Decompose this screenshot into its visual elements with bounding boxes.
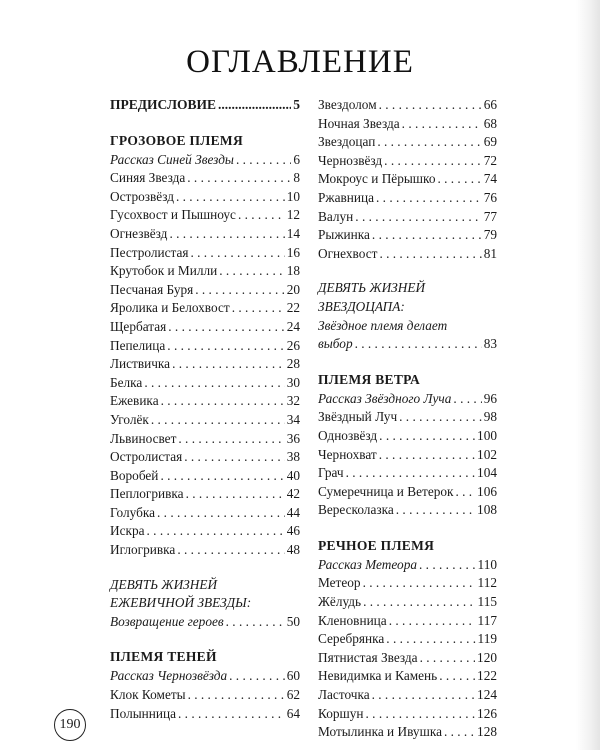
toc-entry[interactable]: [318, 245, 497, 264]
leader-dots: [386, 630, 475, 649]
section-heading-thunderclan: ГРОЗОВОЕ ПЛЕМЯ: [110, 132, 244, 148]
toc-entry-page: 64: [286, 705, 300, 721]
toc-entry[interactable]: [110, 467, 300, 486]
toc-entry-page: 60: [286, 668, 300, 684]
toc-entry-page: 69: [483, 134, 497, 150]
toc-entry-title: Валун: [318, 208, 354, 224]
leader-dots: [355, 208, 481, 227]
toc-entry-page: 98: [483, 409, 497, 425]
toc-entry-title: Ласточка: [318, 687, 370, 703]
toc-entry-page: 74: [483, 171, 497, 187]
shadowclan-entries: [110, 667, 300, 723]
toc-entry-title: Звёздный Луч: [318, 409, 398, 425]
toc-entry[interactable]: [318, 574, 497, 593]
leader-dots: [147, 522, 285, 541]
toc-entry-title: Рассказ Чернозвёзда: [110, 668, 228, 684]
toc-entry[interactable]: [318, 408, 497, 427]
toc-entry[interactable]: [110, 392, 300, 411]
toc-entry-title: Синяя Звезда: [110, 170, 186, 186]
toc-entry[interactable]: [110, 206, 300, 225]
leader-dots: [346, 464, 475, 483]
toc-entry-title: Звездолом: [318, 97, 377, 112]
toc-entry-title: Пепелица: [110, 337, 166, 353]
toc-entry-title: Невидимка и Камень: [318, 668, 438, 684]
leader-dots: [376, 189, 482, 208]
toc-entry-title: Мокроус и Пёрышко: [318, 171, 436, 187]
toc-entry-title: Рассказ Метеора: [318, 556, 418, 572]
toc-entry[interactable]: [110, 262, 300, 281]
toc-entry-page: 124: [477, 687, 497, 703]
toc-entry[interactable]: [318, 649, 497, 668]
toc-entry[interactable]: [110, 541, 300, 560]
leader-dots: [219, 262, 284, 281]
leader-dots: [420, 649, 475, 668]
toc-entry-page: 102: [477, 446, 497, 462]
toc-entry[interactable]: [318, 686, 497, 705]
toc-entry[interactable]: [110, 430, 300, 449]
toc-entry-page: 12: [286, 207, 300, 223]
toc-entry-title: Острозвёзд: [110, 188, 174, 204]
toc-entry-page: 68: [483, 115, 497, 131]
toc-entry-title: Песчаная Буря: [110, 281, 194, 297]
toc-entry-page: 42: [286, 486, 300, 502]
leader-dots: [169, 225, 284, 244]
leader-dots: [177, 541, 284, 560]
toc-entry[interactable]: [318, 226, 497, 245]
toc-entry[interactable]: [318, 723, 497, 742]
toc-entry-page: 20: [286, 281, 300, 297]
toc-entry[interactable]: [110, 244, 300, 263]
toc-entry-page: 119: [477, 631, 497, 647]
toc-entry-page: 120: [477, 649, 497, 665]
section-heading-tigerstar-line2: ЗВЕЗДОЦАПА:: [318, 298, 405, 314]
toc-entry[interactable]: [110, 504, 300, 523]
leader-dots: [168, 318, 284, 337]
toc-entry[interactable]: [318, 612, 497, 631]
toc-entry-page: 106: [477, 483, 497, 499]
leader-dots: [184, 448, 284, 467]
toc-entry-title: Серебрянка: [318, 631, 385, 647]
leader-dots: [186, 485, 285, 504]
toc-entry-page: 16: [286, 244, 300, 260]
leader-dots: [229, 667, 285, 686]
leader-dots: [226, 613, 285, 632]
toc-entry-title: Огнезвёзд: [110, 225, 168, 241]
toc-entry[interactable]: [110, 169, 300, 188]
leader-dots: [437, 170, 481, 189]
toc-entry-title: Сумеречница и Ветерок: [318, 483, 454, 499]
toc-entry[interactable]: [110, 411, 300, 430]
toc-entry[interactable]: [318, 501, 497, 520]
toc-entry-page: 104: [477, 465, 497, 481]
leader-dots: [236, 151, 291, 170]
riverclan-entries: [318, 556, 497, 742]
leader-dots: [160, 467, 284, 486]
leader-dots: [399, 408, 482, 427]
toc-entry-page: 126: [477, 705, 497, 721]
leader-dots: [444, 723, 475, 742]
section-heading-bramblestar-line1: ДЕВЯТЬ ЖИЗНЕЙ: [110, 576, 218, 592]
toc-entry-title: Крутобок и Милли: [110, 263, 218, 279]
toc-entry[interactable]: [110, 686, 300, 705]
toc-entry-page: 18: [286, 263, 300, 279]
toc-entry-page: 30: [286, 374, 300, 390]
toc-entry[interactable]: [318, 464, 497, 483]
toc-entry[interactable]: [318, 483, 497, 502]
section-heading-tigerstar-line1: ДЕВЯТЬ ЖИЗНЕЙ: [318, 280, 426, 296]
toc-entry[interactable]: [318, 705, 497, 724]
leader-dots: [456, 483, 476, 502]
leader-dots: [195, 281, 284, 300]
toc-entry-title: Коршун: [318, 705, 364, 721]
leader-dots: [188, 686, 285, 705]
toc-entry-title: Чернозвёзд: [318, 152, 383, 168]
toc-entry-page: 28: [286, 356, 300, 372]
toc-entry[interactable]: [110, 151, 300, 170]
leader-dots: [379, 96, 482, 115]
toc-entry-title: Рассказ Синей Звезды: [110, 151, 234, 167]
toc-entry[interactable]: [110, 448, 300, 467]
leader-dots: [389, 612, 476, 631]
toc-entry[interactable]: [318, 630, 497, 649]
leader-dots: [363, 593, 475, 612]
leader-dots: [439, 667, 475, 686]
toc-entry-page: 96: [483, 390, 497, 406]
toc-entry-title: Звездоцап: [318, 134, 376, 150]
toc-entry-title: Чернохват: [318, 446, 377, 462]
toc-entry[interactable]: Возвращение героев . . . 50: [110, 613, 300, 632]
leader-dots: [366, 705, 476, 724]
toc-entry-title: Белка: [110, 374, 143, 390]
toc-right-column: [318, 96, 497, 742]
toc-entry-title: Голубка: [110, 504, 156, 520]
toc-entry-title: Кленовница: [318, 612, 387, 628]
toc-entry[interactable]: [110, 337, 300, 356]
toc-entry-title: Грач: [318, 465, 344, 481]
toc-entry-page: 44: [286, 504, 300, 520]
leader-dots: [161, 392, 285, 411]
toc-entry-page: 108: [477, 502, 497, 518]
toc-entry[interactable]: [110, 522, 300, 541]
toc-entry-page: 32: [286, 393, 300, 409]
toc-entry-title: Однозвёзд: [318, 427, 378, 443]
toc-entry[interactable]: [110, 225, 300, 244]
section-heading-shadowclan: ПЛЕМЯ ТЕНЕЙ: [110, 649, 217, 665]
toc-entry-title: Ржавница: [318, 189, 375, 205]
toc-entry[interactable]: [318, 427, 497, 446]
toc-entry-page: 79: [483, 227, 497, 243]
leader-dots: [238, 206, 285, 225]
toc-entry-page: 81: [483, 245, 497, 261]
leader-dots: [187, 169, 291, 188]
toc-entry-page: 14: [286, 225, 300, 241]
leader-dots: [384, 152, 482, 171]
leader-dots: [151, 411, 285, 430]
toc-entry-page: 115: [477, 594, 497, 610]
toc-entry-page: 46: [286, 523, 300, 539]
toc-entry-page: 36: [286, 430, 300, 446]
page-title: ОГЛАВЛЕНИЕ: [186, 44, 414, 80]
toc-entry-title: Ежевика: [110, 393, 159, 409]
toc-entry[interactable]: [318, 446, 497, 465]
toc-entry-preface[interactable]: ПРЕДИСЛОВИЕ ..... 5: [110, 96, 300, 115]
leader-dots: [396, 501, 475, 520]
toc-entry-title: Искра: [110, 523, 145, 539]
toc-entry[interactable]: [318, 556, 497, 575]
leader-dots: [372, 226, 482, 245]
toc-entry[interactable]: [110, 667, 300, 686]
toc-entry-title: Щербатая: [110, 318, 167, 334]
leader-dots: [172, 355, 285, 374]
toc-entry-page: 128: [477, 724, 497, 740]
toc-entry-page: 24: [286, 318, 300, 334]
toc-entry-page: 8: [293, 170, 300, 186]
toc-entry-page: 110: [477, 556, 497, 572]
toc-entry-title: Остролистая: [110, 449, 183, 465]
toc-entry-title: Клок Кометы: [110, 687, 186, 703]
leader-dots: [453, 390, 481, 409]
toc-entry[interactable]: выбор . . . 83: [318, 335, 497, 354]
toc-entry-page: 112: [477, 575, 497, 591]
toc-entry-page: 117: [477, 612, 497, 628]
toc-entry-page: 77: [483, 208, 497, 224]
toc-entry[interactable]: [318, 189, 497, 208]
toc-entry-page: 10: [286, 188, 300, 204]
leader-dots: [218, 96, 291, 115]
toc-entry[interactable]: [110, 188, 300, 207]
toc-entry-page: 26: [286, 337, 300, 353]
toc-entry-title: Воробей: [110, 467, 159, 483]
toc-entry[interactable]: [110, 705, 300, 724]
toc-entry-page: 40: [286, 467, 300, 483]
leader-dots: [167, 337, 284, 356]
toc-entry-title: Иглогривка: [110, 542, 176, 558]
leader-dots: [419, 556, 476, 575]
toc-entry-page: 66: [483, 97, 497, 112]
toc-entry-title: Яролика и Белохвост: [110, 300, 230, 316]
leader-dots: [176, 188, 285, 207]
toc-entry-page: 122: [477, 668, 497, 684]
toc-entry-title: Вересколазка: [318, 502, 394, 518]
toc-entry-page: 48: [286, 542, 300, 558]
toc-entry[interactable]: [110, 485, 300, 504]
toc-entry[interactable]: [110, 318, 300, 337]
toc-entry[interactable]: [110, 374, 300, 393]
section-heading-bramblestar-line2: ЕЖЕВИЧНОЙ ЗВЕЗДЫ:: [110, 595, 252, 611]
leader-dots: [232, 299, 285, 318]
toc-entry-title: Пятнистая Звезда: [318, 649, 418, 665]
leader-dots: [144, 374, 284, 393]
leader-dots: [190, 244, 284, 263]
windclan-entries: [318, 390, 497, 520]
section-heading-riverclan: РЕЧНОЕ ПЛЕМЯ: [318, 537, 435, 553]
toc-entry-title: Листвичка: [110, 356, 171, 372]
toc-entry[interactable]: [318, 593, 497, 612]
leader-dots: [178, 430, 284, 449]
leader-dots: [355, 335, 482, 354]
leader-dots: [379, 446, 475, 465]
toc-entry[interactable]: [318, 667, 497, 686]
toc-entry[interactable]: [110, 299, 300, 318]
toc-entry-page: 76: [483, 189, 497, 205]
leader-dots: [377, 133, 481, 152]
toc-entry-page: 22: [286, 300, 300, 316]
toc-entry-title: Уголёк: [110, 411, 149, 427]
shadowclan-entries-continued: [318, 96, 497, 263]
section-subtitle-tigerstar: Звёздное племя делает: [318, 317, 448, 333]
toc-entry[interactable]: [318, 96, 497, 115]
toc-entry-page: 34: [286, 411, 300, 427]
toc-entry[interactable]: [318, 152, 497, 171]
toc-entry-page: 100: [477, 427, 497, 443]
toc-entry[interactable]: [110, 355, 300, 374]
section-heading-windclan: ПЛЕМЯ ВЕТРА: [318, 371, 421, 387]
toc-left-column: [110, 96, 300, 723]
toc-entry-title: Полынница: [110, 705, 177, 721]
toc-entry-title: Гусохвост и Пышноус: [110, 207, 236, 223]
toc-entry[interactable]: [318, 390, 497, 409]
toc-entry-title: Огнехвост: [318, 245, 378, 261]
toc-entry[interactable]: [318, 208, 497, 227]
toc-entry-page: 72: [483, 152, 497, 168]
toc-entry-page: 38: [286, 449, 300, 465]
thunderclan-entries: [110, 151, 300, 560]
toc-entry-title: Пеплогривка: [110, 486, 184, 502]
toc-entry-title: Пестролистая: [110, 244, 189, 260]
toc-entry-title: Жёлудь: [318, 594, 362, 610]
leader-dots: [178, 705, 285, 724]
leader-dots: [402, 115, 482, 134]
toc-entry-title: Рыжинка: [318, 227, 370, 243]
toc-entry-title: Рассказ Звёздного Луча: [318, 390, 452, 406]
toc-entry[interactable]: [110, 281, 300, 300]
leader-dots: [157, 504, 285, 523]
toc-entry-page: 62: [286, 687, 300, 703]
leader-dots: [363, 574, 476, 593]
toc-entry[interactable]: [318, 170, 497, 189]
toc-entry[interactable]: [318, 115, 497, 134]
page-number-badge: 190: [54, 709, 86, 741]
toc-entry-title: Ночная Звезда: [318, 115, 400, 131]
toc-entry[interactable]: [318, 133, 497, 152]
toc-entry-title: Львиносвет: [110, 430, 177, 446]
toc-entry-page: 6: [293, 151, 300, 167]
page-edge-shadow: [576, 0, 600, 750]
leader-dots: [379, 245, 481, 264]
leader-dots: [372, 686, 475, 705]
toc-entry-title: Мотылинка и Ивушка: [318, 724, 442, 740]
leader-dots: [379, 427, 475, 446]
toc-entry-title: Метеор: [318, 575, 361, 591]
